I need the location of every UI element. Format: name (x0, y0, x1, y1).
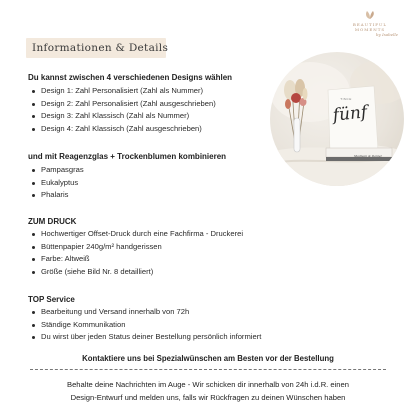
list-item: Design 2: Zahl Personalisiert (Zahl ausgeschrieben) (28, 98, 288, 111)
designs-heading: Du kannst zwischen 4 verschiedenen Designs wählen (28, 73, 233, 82)
list-item: Phalaris (28, 189, 288, 202)
combine-section (28, 151, 288, 202)
list-item: Büttenpapier 240g/m² handgerissen (28, 241, 288, 254)
designs-list (28, 85, 288, 135)
service-heading: TOP Service (28, 295, 75, 304)
brand-sub: by Isabelle (376, 32, 398, 37)
list-item: Hochwertiger Offset-Druck durch eine Fachfirma - Druckerei (28, 228, 288, 241)
brand-logo (338, 10, 402, 42)
page-title: Informationen & Details (32, 42, 169, 54)
print-section (28, 216, 288, 278)
product-photo (270, 52, 404, 186)
base-text: Madleen & Daniel (354, 154, 382, 158)
list-item: Ständige Kommunikation (28, 319, 288, 332)
title-banner (26, 38, 169, 58)
combine-heading: und mit Reagenzglas + Trockenblumen kombinieren (28, 152, 227, 161)
list-item: Eukalyptus (28, 177, 288, 190)
divider (30, 369, 386, 370)
designs-section (28, 72, 288, 135)
list-item: Design 1: Zahl Personalisiert (Zahl als Nummer) (28, 85, 288, 98)
card-word: fünf (331, 102, 369, 126)
list-item: Farbe: Altweiß (28, 253, 288, 266)
combine-list (28, 164, 288, 202)
print-heading: ZUM DRUCK (28, 217, 77, 226)
list-item: Du wirst über jeden Status deiner Bestellung persönlich informiert (28, 331, 288, 344)
card-label: TISCH (340, 97, 352, 101)
contact-note: Kontaktiere uns bei Spezialwünschen am Besten vor der Bestellung (82, 354, 334, 363)
list-item: Größe (siehe Bild Nr. 8 detailliert) (28, 266, 288, 279)
footer-line-1: Behalte deine Nachrichten im Auge - Wir schicken dir innerhalb von 24h i.d.R. einen (67, 380, 349, 389)
list-item: Design 4: Zahl Klassisch (Zahl ausgeschrieben) (28, 123, 288, 136)
footer-line-2: Design-Entwurf und melden uns, falls wir Rückfragen zu deinen Wünschen haben (70, 393, 346, 402)
service-list (28, 306, 288, 344)
service-section (28, 294, 288, 344)
list-item: Bearbeitung und Versand innerhalb von 72h (28, 306, 288, 319)
list-item: Design 3: Zahl Klassisch (Zahl als Nummer) (28, 110, 288, 123)
leaf-icon (363, 10, 377, 20)
brand-name: BEAUTIFUL MOMENTS (352, 22, 388, 32)
list-item: Pampasgras (28, 164, 288, 177)
print-list (28, 228, 288, 278)
